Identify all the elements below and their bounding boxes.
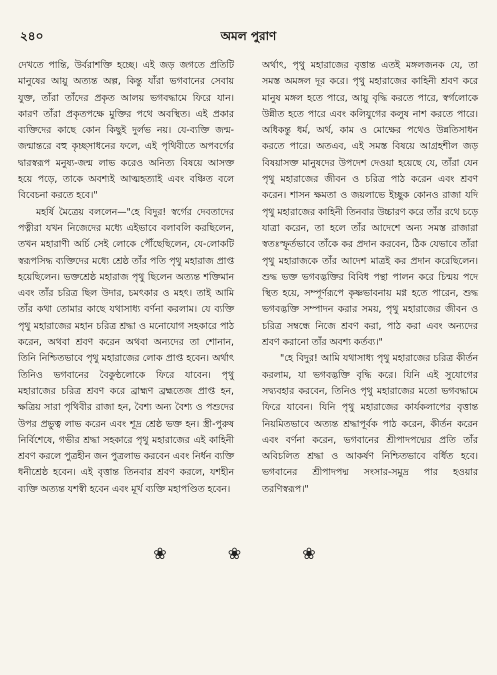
closing-ornament: ❀ ❀ ❀: [153, 544, 344, 563]
left-paragraph-1: দেখতে পান্তি, উর্বরাশক্তি হচ্ছে। এই জড় জগতে প্রতিটি মানুষের আয়ু অত্যন্ত অল্প, কিন্তু যাঁরা ভগবানের সেবায় যুক্ত, তাঁরা তাঁদের প্রকৃত আলয় ভগবদ্ধামে ফিরে যান। কারণ তাঁরা প্রকৃতপক্ষে মুক্তির পথে অবস্থিত। এই প্রকার ব্যক্তিদের কাছে কোন কিছুই দুর্লভ নয়। যে-ব্যক্তি জন্ম-জন্মান্তরে বহু কৃচ্ছসাধনের ফলে, এই পৃথিবীতে অপবর্গের দ্বারস্বরূপ মনুষ্য-জন্ম লাভ করেও অনিত্য বিষয়ে আসক্ত হয়ে পড়ে, তাকে অবশ্যই আত্মহত্যাই এবং বঞ্চিত বলে বিবেচনা করতে হবে।": [18, 60, 234, 202]
right-column: [262, 58, 478, 498]
left-column: [18, 58, 234, 498]
right-paragraph-2: "হে বিদুর! আমি যথাসাধ্য পৃথু মহারাজের চরিত্র কীর্তন করলাম, যা ভগবদ্ভক্তি বৃদ্ধি করে। যিনি এই সুযোগের সদ্ব্যবহার করবেন, তিনিও পৃথু মহারাজের মতো ভগবদ্ধামে ফিরে যাবেন। যিনি পৃথু মহারাজের কার্যকলাপের বৃত্তান্ত নিয়মিতভাবে অত্যন্ত শ্রদ্ধাপূর্বক পাঠ করেন, কীর্তন করেন এবং বর্ণনা করেন, ভগবানের শ্রীপাদপদ্মের প্রতি তাঁর অবিচলিত শ্রদ্ধা ও আকর্ষণ নিশ্চিতভাবে বর্ধিত হবে। ভগবানের শ্রীপাদপদ্ম সংসার-সমুদ্র পার হওয়ার তরণিস্বরূপ।": [262, 353, 478, 495]
left-paragraph-2: মহর্ষি মৈত্রেয় বললেন—"হে বিদুর! স্বর্গের দেবতাদের পত্নীরা যখন নিজেদের মধ্যে এইভাবে বলাবলি করছিলেন, তখন মহারাণী অর্চি সেই লোকে পৌঁছেছিলেন, যে-লোকটি স্বরূপসিদ্ধ ব্যক্তিদের মধ্যে শ্রেষ্ঠ তাঁর পতি পৃথু মহারাজ প্রাপ্ত হয়েছিলেন। ভক্তশ্রেষ্ঠ মহারাজ পৃথু ছিলেন অত্যন্ত শক্তিমান এবং তাঁর চরিত্র ছিল উদার, চমৎকার ও মহৎ। তাই আমি তাঁর কথা তোমার কাছে যথাসাধ্য বর্ণনা করলাম। যে ব্যক্তি পৃথু মহারাজের মহান চরিত্র শ্রদ্ধা ও মনোযোগ সহকারে পাঠ করেন, অথবা শ্রবণ করেন অথবা অন্যদের তা শোনান, তিনি নিশ্চিতভাবে পৃথু মহারাজের লোক প্রাপ্ত হবেন। অর্থাৎ তিনিও ভগবানের বৈকুণ্ঠলোকে ফিরে যাবেন। পৃথু মহারাজের চরিত্র শ্রবণ করে ব্রাহ্মণ ব্রহ্মতেজ প্রাপ্ত হন, ক্ষত্রিয় সারা পৃথিবীর রাজা হন, বৈশ্য অন্য বৈশ্য ও পশুদের উপর প্রভুত্ব লাভ করেন এবং শূদ্র শ্রেষ্ঠ ভক্ত হন। স্ত্রী-পুরুষ নির্বিশেষে, গভীর শ্রদ্ধা সহকারে পৃথু মহারাজের এই কাহিনী শ্রবণ করলে পুত্রহীন জন পুত্রলাভ করবেন এবং নির্ধন ব্যক্তি ধনীশ্রেষ্ঠ হবেন। এই বৃত্তান্ত তিনবার শ্রবণ করলে, যশহীন ব্যক্তি অত্যন্ত যশস্বী হবেন এবং মূর্খ ব্যক্তি মহাপণ্ডিত হবেন।: [18, 206, 234, 495]
right-paragraph-1: অর্থাৎ, পৃথু মহারাজের বৃত্তান্ত এতই মঙ্গলজনক যে, তা সমস্ত অমঙ্গল দূর করে। পৃথু মহারাজের কাহিনী শ্রবণ করে মানুষ মঙ্গল হতে পারে, আয়ু বৃদ্ধি করতে পারে, স্বর্গলোকে উন্নীত হতে পারে এবং কলিযুগের কলুষ নাশ করতে পারে। অধিকন্তু ধর্ম, অর্থ, কাম ও মোক্ষের পথেও উন্নতিসাধন করতে পারে। অতএব, এই সমস্ত বিষয়ে আগ্রহশীল জড় বিষয়াসক্ত মানুষদের উপদেশ দেওয়া হয়েছে যে, তাঁরা যেন পৃথু মহারাজের জীবন ও চরিত্র পাঠ করেন এবং শ্রবণ করেন। শাসন ক্ষমতা ও জয়লাভে ইচ্ছুক কোনও রাজা যদি পৃথু মহারাজের কাহিনী তিনবার উচ্চারণ করে তাঁর রথে চড়ে যাত্রা করেন, তা হলে তাঁর আদেশে অন্য সমস্ত রাজারা স্বতঃস্ফূর্তভাবে তাঁকে কর প্রদান করবেন, ঠিক যেভাবে তাঁরা পৃথু মহারাজকে তাঁর আদেশ মাত্রই কর প্রদান করেছিলেন। শুদ্ধ ভক্ত ভগবদ্ভক্তির বিবিধ পন্থা পালন করে চিন্ময় পদে স্থিত হয়ে, সম্পূর্ণরূপে কৃষ্ণভাবনায় মগ্ন হতে পারেন, শুদ্ধ ভগবদ্ভক্তি সম্পাদন করার সময়, পৃথু মহারাজের জীবন ও চরিত্র সম্বন্ধে নিজে শ্রবণ করা, পাঠ করা এবং অন্যদের শ্রবণ করানো তাঁর অবশ্য কর্তব্য।": [262, 60, 478, 349]
page-number: ২৪০: [20, 29, 44, 43]
running-title: অমল পুরাণ: [220, 29, 277, 43]
page-header: [20, 28, 477, 44]
